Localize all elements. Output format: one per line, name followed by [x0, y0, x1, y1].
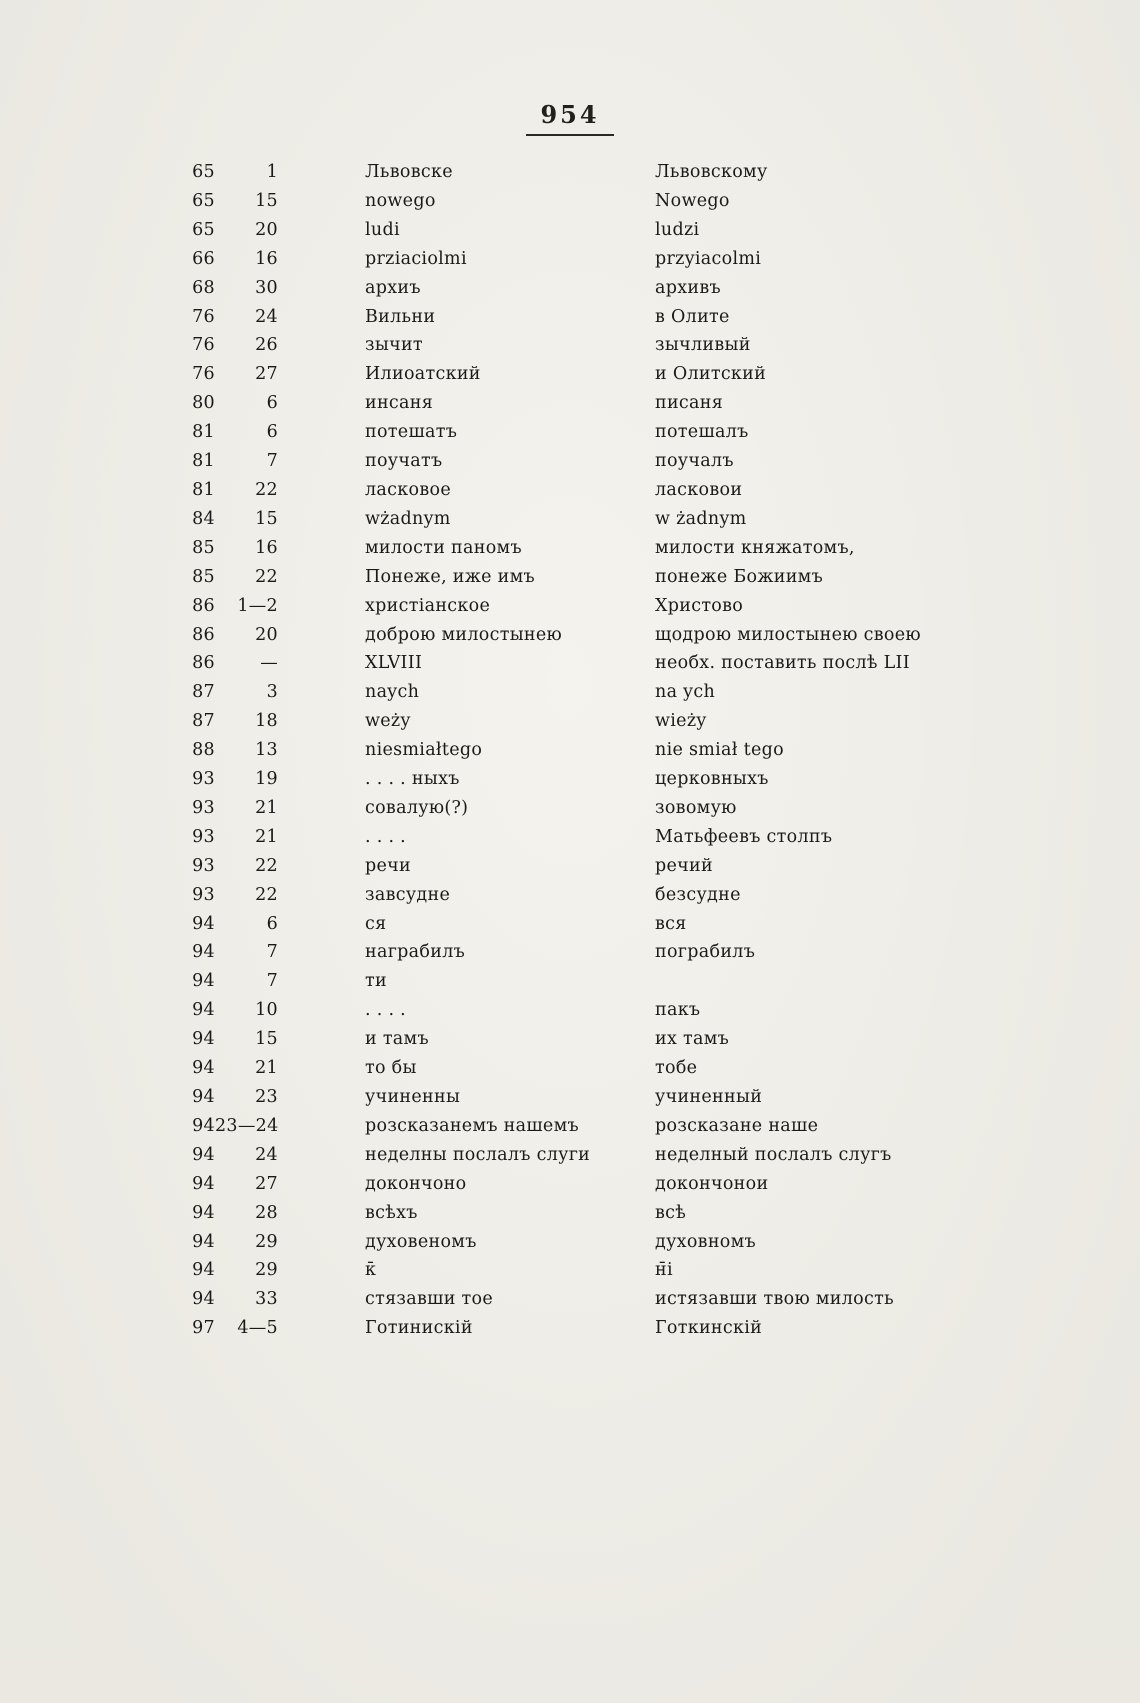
line-col-cell: 7: [266, 971, 278, 992]
error-cell: совалую(?): [365, 797, 469, 818]
errata-row: [0, 621, 1140, 650]
correction-cell: тобе: [655, 1058, 698, 1079]
line-col-cell: 29: [255, 1260, 278, 1281]
error-cell: завсудне: [365, 884, 451, 905]
page-col-cell: 80: [192, 393, 215, 414]
correction-cell: неделный послалъ слугъ: [655, 1144, 892, 1165]
page-col-cell: 65: [192, 162, 215, 182]
correction-cell: безсудне: [655, 884, 741, 905]
errata-row: [0, 1141, 1140, 1170]
errata-row: [0, 1256, 1140, 1285]
line-col-cell: 27: [255, 1173, 278, 1194]
correction-cell: Матьфеевъ столпъ: [655, 826, 833, 847]
error-cell: niesmiałtego: [365, 740, 483, 761]
errata-row: [0, 823, 1140, 852]
page-col-cell: 87: [192, 711, 215, 732]
page-col-cell: 86: [192, 653, 215, 674]
correction-cell: зычливый: [655, 335, 751, 356]
errata-row: [0, 1054, 1140, 1083]
errata-row: [0, 967, 1140, 996]
errata-row: [0, 389, 1140, 418]
error-cell: инсаня: [365, 393, 434, 414]
page-col-cell: 81: [192, 479, 215, 500]
error-cell: награбилъ: [365, 942, 466, 963]
error-cell: милости паномъ: [365, 537, 522, 558]
errata-row: [0, 1170, 1140, 1199]
line-col-cell: 24: [255, 306, 278, 327]
page-col-cell: 84: [192, 508, 215, 529]
error-cell: всѣхъ: [365, 1202, 418, 1223]
line-col-cell: 4—5: [237, 1318, 278, 1339]
page-col-cell: 94: [192, 1260, 215, 1281]
correction-cell: przyiacolmi: [655, 248, 762, 269]
errata-row: [0, 765, 1140, 794]
error-cell: . . . . ныхъ: [365, 769, 460, 790]
page-heading: [0, 100, 1140, 136]
error-cell: ся: [365, 913, 387, 934]
correction-cell: и Олитский: [655, 364, 767, 385]
page-col-cell: 66: [192, 248, 215, 269]
errata-row: [0, 158, 1140, 187]
error-cell: XLVIII: [365, 653, 423, 674]
errata-row: [0, 910, 1140, 939]
page-col-cell: 76: [192, 364, 215, 385]
correction-cell: н̄і: [655, 1260, 673, 1281]
error-cell: nowego: [365, 190, 436, 211]
page-col-cell: 93: [192, 826, 215, 847]
line-col-cell: 6: [266, 393, 278, 414]
correction-cell: вся: [655, 913, 687, 934]
page-col-cell: 86: [192, 624, 215, 645]
correction-cell: розсказане наше: [655, 1115, 819, 1136]
error-cell: розсказанемъ нашемъ: [365, 1115, 579, 1136]
correction-cell: необх. поставить послѣ LII: [655, 653, 910, 674]
correction-cell: зовомую: [655, 797, 737, 818]
correction-cell: nie smiał tego: [655, 740, 784, 761]
error-cell: неделны послалъ слуги: [365, 1144, 591, 1165]
error-cell: Илиоатский: [365, 364, 481, 385]
error-cell: потешатъ: [365, 422, 458, 443]
errata-row: [0, 476, 1140, 505]
line-col-cell: 7: [266, 451, 278, 472]
errata-row: [0, 1025, 1140, 1054]
error-cell: Львовске: [365, 162, 453, 182]
correction-cell: докончонои: [655, 1173, 769, 1194]
line-col-cell: 21: [255, 797, 278, 818]
error-cell: prziaciolmi: [365, 248, 467, 269]
correction-cell: истязавши твою милость: [655, 1289, 894, 1310]
line-col-cell: 10: [255, 1000, 278, 1021]
page-col-cell: 81: [192, 451, 215, 472]
page-col-cell: 94: [192, 1144, 215, 1165]
correction-cell: всѣ: [655, 1202, 687, 1223]
page-col-cell: 94: [192, 1231, 215, 1252]
correction-cell: пограбилъ: [655, 942, 756, 963]
errata-row: [0, 1314, 1140, 1343]
correction-cell: архивъ: [655, 277, 721, 298]
page-col-cell: 85: [192, 566, 215, 587]
page-col-cell: 94: [192, 1115, 215, 1136]
errata-row: [0, 1228, 1140, 1257]
error-cell: поучатъ: [365, 451, 443, 472]
line-col-cell: 15: [255, 1029, 278, 1050]
line-col-cell: 7: [266, 942, 278, 963]
page-number: 954: [526, 100, 613, 136]
line-col-cell: 1—2: [237, 595, 278, 616]
page-col-cell: 93: [192, 769, 215, 790]
errata-row: [0, 274, 1140, 303]
page-col-cell: 76: [192, 335, 215, 356]
errata-row: [0, 1083, 1140, 1112]
error-cell: Готинискій: [365, 1318, 473, 1339]
line-col-cell: 21: [255, 1058, 278, 1079]
line-col-cell: 16: [255, 537, 278, 558]
page-col-cell: 88: [192, 740, 215, 761]
correction-cell: wieży: [655, 711, 707, 732]
errata-row: [0, 938, 1140, 967]
correction-cell: понеже Божиимъ: [655, 566, 824, 587]
error-cell: . . . .: [365, 1000, 407, 1021]
error-cell: ludi: [365, 219, 400, 240]
page-col-cell: 86: [192, 595, 215, 616]
line-col-cell: 22: [255, 884, 278, 905]
page-col-cell: 68: [192, 277, 215, 298]
errata-row: [0, 881, 1140, 910]
error-cell: стязавши тое: [365, 1289, 494, 1310]
line-col-cell: 13: [255, 740, 278, 761]
errata-row: [0, 418, 1140, 447]
page-col-cell: 76: [192, 306, 215, 327]
correction-cell: учиненный: [655, 1087, 763, 1107]
errata-row: [0, 592, 1140, 621]
correction-cell: w żadnym: [655, 508, 747, 529]
page-col-cell: 93: [192, 797, 215, 818]
errata-row: [0, 303, 1140, 332]
errata-row: [0, 534, 1140, 563]
line-col-cell: —: [260, 653, 278, 674]
page-col-cell: 65: [192, 190, 215, 211]
correction-cell: Nowego: [655, 190, 730, 211]
error-cell: ласковое: [365, 479, 451, 500]
line-col-cell: 20: [255, 624, 278, 645]
errata-table: [0, 158, 1140, 1343]
errata-row: [0, 707, 1140, 736]
page-col-cell: 65: [192, 219, 215, 240]
line-col-cell: 22: [255, 855, 278, 876]
line-col-cell: 6: [266, 422, 278, 443]
page-col-cell: 94: [192, 913, 215, 934]
correction-cell: духовномъ: [655, 1231, 756, 1252]
correction-cell: потешалъ: [655, 422, 749, 443]
page-col-cell: 93: [192, 884, 215, 905]
page-col-cell: 85: [192, 537, 215, 558]
page-col-cell: 94: [192, 1173, 215, 1194]
error-cell: речи: [365, 855, 411, 876]
correction-cell: церковныхъ: [655, 769, 769, 790]
error-cell: weży: [365, 711, 411, 732]
correction-cell: речий: [655, 855, 713, 876]
error-cell: доброю милостынею: [365, 624, 563, 645]
errata-row: [0, 216, 1140, 245]
errata-row: [0, 1112, 1140, 1141]
correction-cell: в Олите: [655, 306, 730, 327]
error-cell: докончоно: [365, 1173, 467, 1194]
line-col-cell: 21: [255, 826, 278, 847]
correction-cell: милости княжатомъ,: [655, 537, 855, 558]
page-col-cell: 94: [192, 1289, 215, 1310]
line-col-cell: 16: [255, 248, 278, 269]
errata-row: [0, 1285, 1140, 1314]
page-col-cell: 97: [192, 1318, 215, 1339]
correction-cell: их тамъ: [655, 1029, 730, 1050]
errata-row: [0, 736, 1140, 765]
error-cell: . . . .: [365, 826, 407, 847]
line-col-cell: 22: [255, 479, 278, 500]
errata-row: [0, 678, 1140, 707]
page-col-cell: 94: [192, 1202, 215, 1223]
line-col-cell: 26: [255, 335, 278, 356]
error-cell: к̄: [365, 1260, 377, 1281]
correction-cell: щодрою милостынею своею: [655, 624, 921, 645]
errata-row: [0, 331, 1140, 360]
line-col-cell: 20: [255, 219, 278, 240]
line-col-cell: 33: [255, 1289, 278, 1310]
page-col-cell: 94: [192, 1058, 215, 1079]
page-col-cell: 94: [192, 1000, 215, 1021]
error-cell: христіанское: [365, 595, 491, 616]
correction-cell: писаня: [655, 393, 724, 414]
page-col-cell: 94: [192, 942, 215, 963]
error-cell: архиъ: [365, 277, 421, 298]
line-col-cell: 27: [255, 364, 278, 385]
errata-row: [0, 505, 1140, 534]
line-col-cell: 3: [266, 682, 278, 703]
line-col-cell: 1: [266, 162, 278, 182]
error-cell: wżadnym: [365, 508, 451, 529]
error-cell: Вильни: [365, 306, 436, 327]
errata-row: [0, 996, 1140, 1025]
line-col-cell: 23: [255, 1087, 278, 1107]
line-col-cell: 18: [255, 711, 278, 732]
line-col-cell: 29: [255, 1231, 278, 1252]
errata-row: [0, 245, 1140, 274]
correction-cell: ludzi: [655, 219, 700, 240]
correction-cell: Христово: [655, 595, 744, 616]
errata-row: [0, 852, 1140, 881]
line-col-cell: 22: [255, 566, 278, 587]
errata-row: [0, 794, 1140, 823]
line-col-cell: 15: [255, 508, 278, 529]
correction-cell: поучалъ: [655, 451, 734, 472]
errata-row: [0, 187, 1140, 216]
page-col-cell: 94: [192, 1087, 215, 1107]
error-cell: зычит: [365, 335, 423, 356]
error-cell: духовеномъ: [365, 1231, 477, 1252]
correction-cell: [655, 967, 1140, 996]
errata-row: [0, 1199, 1140, 1228]
correction-cell: Готкинскій: [655, 1318, 763, 1339]
correction-cell: na ych: [655, 682, 716, 703]
line-col-cell: 6: [266, 913, 278, 934]
line-col-cell: 19: [255, 769, 278, 790]
error-cell: учиненны: [365, 1087, 461, 1107]
page-col-cell: 93: [192, 855, 215, 876]
errata-row: [0, 563, 1140, 592]
page-col-cell: 81: [192, 422, 215, 443]
error-cell: то бы: [365, 1058, 417, 1079]
page-col-cell: 94: [192, 1029, 215, 1050]
correction-cell: пакъ: [655, 1000, 701, 1021]
error-cell: ти: [365, 971, 387, 992]
line-col-cell: 24: [255, 1144, 278, 1165]
error-cell: naych: [365, 682, 420, 703]
line-col-cell: 15: [255, 190, 278, 211]
line-col-cell: 28: [255, 1202, 278, 1223]
correction-cell: Львовскому: [655, 162, 768, 182]
correction-cell: ласковои: [655, 479, 743, 500]
page-col-cell: 94: [192, 971, 215, 992]
error-cell: и тамъ: [365, 1029, 429, 1050]
line-col-cell: 23—24: [215, 1115, 279, 1136]
page-col-cell: 87: [192, 682, 215, 703]
errata-row: [0, 360, 1140, 389]
line-col-cell: 30: [255, 277, 278, 298]
error-cell: Понеже, иже имъ: [365, 566, 535, 587]
errata-row: [0, 447, 1140, 476]
errata-row: [0, 649, 1140, 678]
